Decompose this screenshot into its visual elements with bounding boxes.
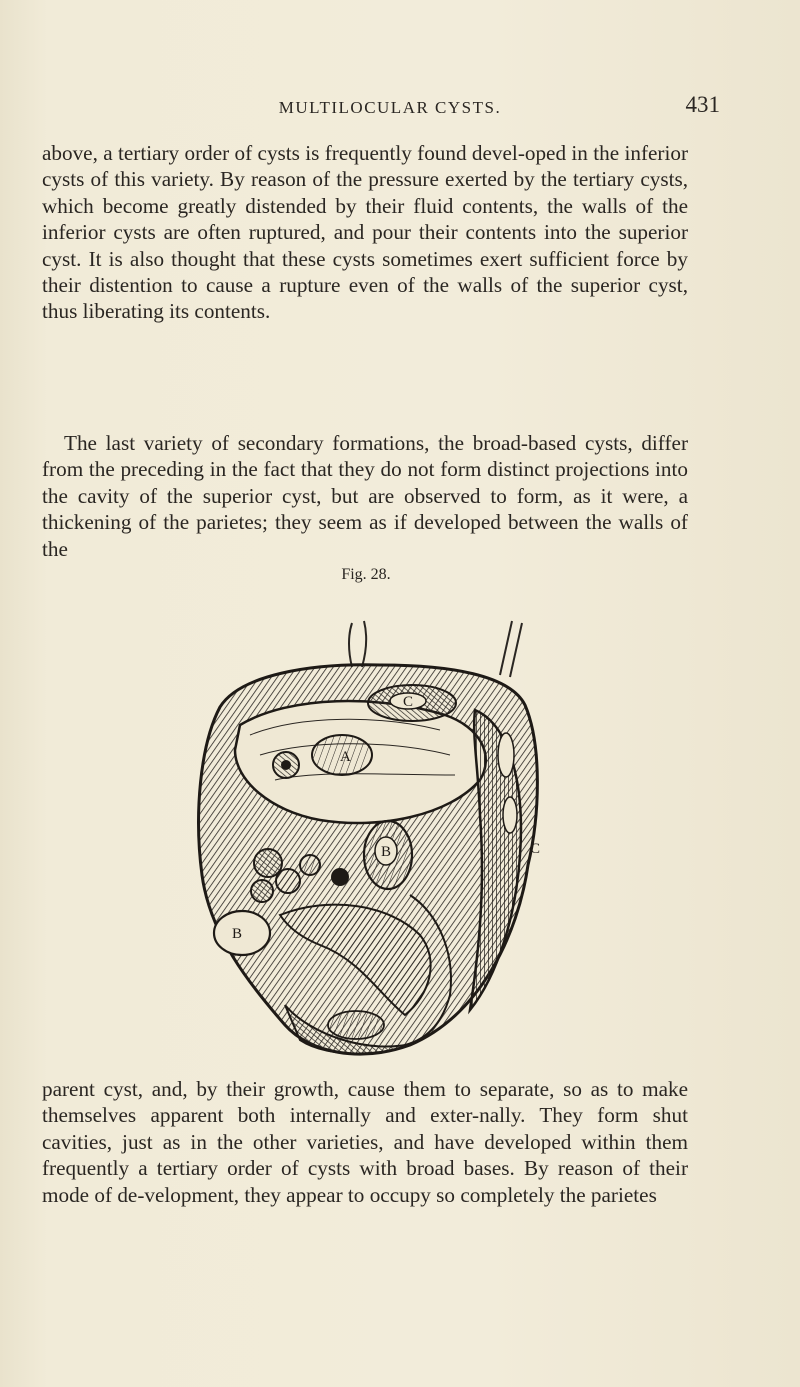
- label-b-left: B: [232, 926, 243, 942]
- label-a: A: [340, 749, 351, 765]
- figure-caption: Fig. 28.: [341, 566, 391, 583]
- label-b-center: B: [381, 844, 392, 860]
- label-c-right: C: [530, 841, 541, 857]
- paragraph-2: The last variety of secondary formations, the broad-based cysts, differ from the preceding in the fact that they do not form distinct projections into the cavity of the superior cyst, but are observed to form, as it were, a thickening of the parietes; they seem as if developed between the walls of the: [42, 431, 688, 561]
- page-number: 431: [685, 92, 720, 117]
- running-head: [60, 92, 720, 122]
- paragraph-3: parent cyst, and, by their growth, cause them to separate, so as to make themselves apparent both internally and exter-nally. They form shut cavities, just as in the other varieties, and have developed within them frequently a tertiary order of cysts with broad bases. By reason of their mode of de-velopment, they appear to occupy so completely the parietes: [42, 1077, 688, 1207]
- running-title: MULTILOCULAR CYSTS.: [278, 98, 502, 117]
- paragraph-1: above, a tertiary order of cysts is frequently found devel-oped in the inferior cysts of this variety. By reason of the pressure exerted by the tertiary cysts, which become greatly distended by their fluid contents, the walls of the inferior cysts are often ruptured, and pour their contents into the superior cyst. It is also thought that these cysts sometimes exert sufficient force by their distention to cause a rupture even of the walls of the superior cyst, thus liberating its contents.: [42, 141, 688, 324]
- label-c-top: C: [403, 694, 414, 710]
- anatomical-illustration: [180, 615, 550, 1060]
